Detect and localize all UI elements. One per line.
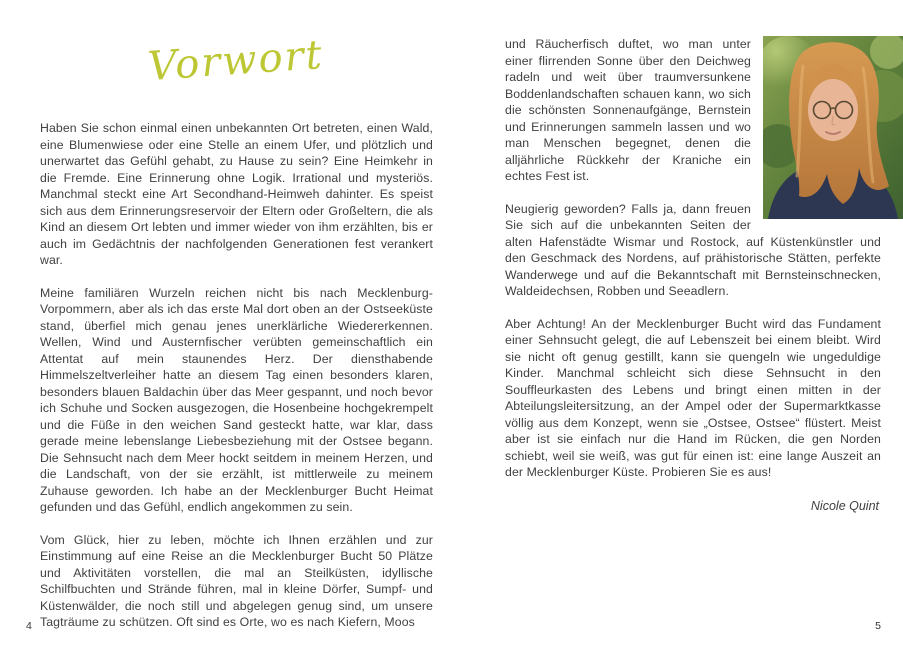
page-left	[40, 28, 433, 647]
page-number-right: 5	[875, 620, 881, 632]
paragraph: Aber Achtung! An der Mecklenburger Bucht wird das Fundament einer Sehnsucht gelegt, die auf Lebenszeit bei einem bleibt. Wird sie nicht oft genug gestillt, kann sie quengeln wie ungeduldige Kinder. Manchmal schleicht sich diese Sehnsucht in den Souffleurkasten des Lebens und bringt einen mitten in der Abteilungsleitersitzung, an der Ampel oder der Supermarktkasse völlig aus dem Konzept, wenn sie „Ostsee, Ostsee“ flüstert. Meist aber ist sie einfach nur die Hand im Rücken, die gen Norden schiebt, weil sie weiß, was gut für einen ist: eine lange Auszeit an der Mecklenburger Küste. Probieren Sie es aus!	[505, 316, 881, 479]
paragraph: Neugierig geworden? Falls ja, dann freuen Sie sich auf die unbekannten Seiten der alten Hafenstädte Wismar und Rostock, auf Küstenkünstler und den Geschmack des Nordens, auf prähistorische Stätten, perfekte Wanderwege und auf die Bekanntschaft mit Bernsteinschnecken, Waldeidechsen, Robben und Seeadlern.	[505, 201, 881, 298]
left-page-body	[40, 120, 433, 631]
page-number-left: 4	[26, 620, 32, 632]
foreword-title: Vorwort	[146, 31, 326, 91]
author-signature: Nicole Quint	[810, 498, 879, 513]
paragraph: Haben Sie schon einmal einen unbekannten Ort betreten, einen Wald, eine Blumenwiese oder eine Stelle an einem Ufer, und plötzlich und unerwartet das Gefühl gehabt, zu Hause zu sein? Eine Heimkehr in die Fremde. Eine Erinnerung ohne Logik. Irrational und mysteriös. Manchmal steckt eine Art Secondhand-Heimweh dahinter. Es speist sich aus dem Erinnerungsreservoir der Eltern oder Großeltern, die als Kind an diesem Ort lebten und immer wieder von ihm erzählten, bis er auch im Gedächtnis der nachfolgenden Generationen fest verankert war.	[40, 121, 433, 267]
author-portrait-illustration	[763, 36, 903, 219]
paragraph: und Räucherfisch duftet, wo man unter einer flirrenden Sonne über den Deichweg radeln und weit über traumversunkene Boddenlandschaften schauen kann, wo sich die schönsten Sonnenaufgänge, Bernstein und Erinnerungen sammeln lassen und wo man Menschen begegnet, denen die alljährliche Rückkehr der Kraniche ein echtes Fest ist.	[505, 37, 751, 183]
paragraph: Vom Glück, hier zu leben, möchte ich Ihnen erzählen und zur Einstimmung auf eine Reise an die Mecklenburger Bucht 50 Plätze und Aktivitäten vorstellen, die mal an Steilküsten, idyllische Schilfbuchten und Strände führen, mal in kleine Dörfer, Sumpf- und Küstenwälder, die noch still und abgelegen genug sind, um unsere Tagträume zu schützen. Oft sind es Orte, wo es nach Kiefern, Moos	[40, 532, 433, 629]
page-right	[505, 36, 881, 513]
paragraph: Meine familiären Wurzeln reichen nicht bis nach Mecklenburg-Vorpommern, aber als ich das erste Mal dort oben an der Ostseeküste stand, überfiel mich genau jenes unerklärliche Wiedererkennen. Wellen, Wind und Austernfischer verübten gemeinschaftlich ein Attentat auf mein staunendes Herz. Der diensthabende Himmelszeltverleiher hatte an diesem Tag einen besonders klaren, besonders blauen Baldachin über das Meer gespannt, und noch bevor ich Schuhe und Socken ausgezogen, die Hosenbeine hochgekrempelt und die Füße in den weichen Sand gesteckt hatte, war klar, dass gerade meine lebenslange Liebesbeziehung mit der Ostsee begann. Die Sehnsucht nach dem Meer hockt seitdem in meinem Herzen, und die Landschaft, von der sie erzählt, ist mittlerweile zu meinem Zuhause geworden. Ich habe an der Mecklenburger Bucht Heimat gefunden und das Gefühl, endlich angekommen zu sein.	[40, 285, 433, 514]
author-photo	[763, 36, 903, 219]
